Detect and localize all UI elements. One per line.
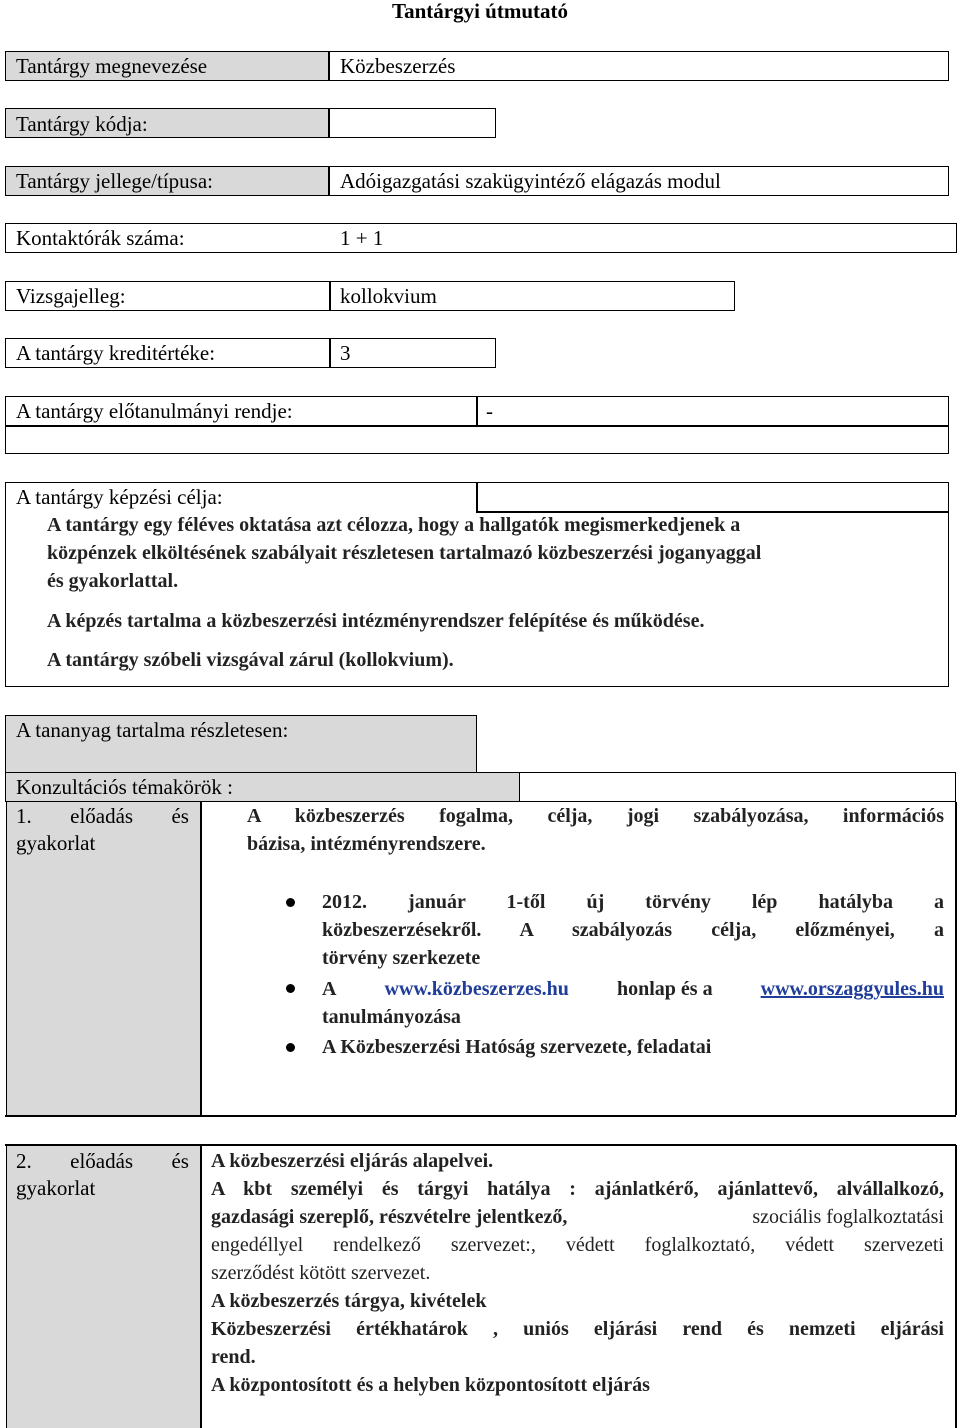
lecture-2-line-5: szerződést kötött szervezet. <box>211 1262 431 1284</box>
lecture-1-title-line-1: A közbeszerzés fogalma, célja, jogi szabályozása, információs <box>247 805 944 827</box>
lecture-1-and: és <box>171 804 189 828</box>
lecture-2-number: 2. <box>16 1149 32 1173</box>
credit-divider <box>329 338 331 368</box>
lecture-2-line-3 <box>211 1203 944 1231</box>
subject-code-label: Tantárgy kódja: <box>16 112 148 136</box>
kozbeszerzes-link[interactable]: www.közbeszerzes.hu <box>384 978 569 1000</box>
goal-exam: A tantárgy szóbeli vizsgával zárul (kollokvium). <box>47 649 454 671</box>
lecture-1-title <box>247 802 944 858</box>
exam-type-value: kollokvium <box>340 284 437 308</box>
lecture-2-line-6: A közbeszerzés tárgya, kivételek <box>211 1290 487 1312</box>
exam-type-label: Vizsgajelleg: <box>16 284 126 308</box>
prerequisite-value: - <box>486 399 493 423</box>
topics-header-empty-cell <box>519 772 956 802</box>
lecture-2-line-2: A kbt személyi és tárgyi hatálya : ajánlatkérő, ajánlattevő, alvállalkozó, <box>211 1178 944 1200</box>
syllabus-label: A tananyag tartalma részletesen: <box>16 718 289 742</box>
orszaggyules-link[interactable]: www.orszaggyules.hu <box>760 978 944 1000</box>
lecture-2-divider <box>200 1145 202 1428</box>
lecture-2-word: előadás <box>70 1149 134 1173</box>
goal-line-3: és gyakorlattal. <box>47 570 179 592</box>
lecture-2-label-line-1 <box>16 1147 189 1175</box>
lecture-1-label-line-2: gyakorlat <box>16 831 96 855</box>
goal-line-1: A tantárgy egy féléves oktatása azt célozza, hogy a hallgatók megismerkedjenek a <box>47 514 741 536</box>
lecture-2-line-3-normal: szociális foglalkoztatási <box>752 1206 944 1228</box>
document-title: Tantárgyi útmutató <box>392 0 568 23</box>
lecture-2-line-8: rend. <box>211 1346 256 1368</box>
prerequisite-label: A tantárgy előtanulmányi rendje: <box>16 399 293 423</box>
lecture-2-content <box>211 1147 944 1399</box>
lecture-1-number: 1. <box>16 804 32 828</box>
lecture-1-label-line-1 <box>16 802 189 830</box>
subject-name-label: Tantárgy megnevezése <box>16 54 208 78</box>
lecture-1-word: előadás <box>70 804 134 828</box>
credit-label: A tantárgy kreditértéke: <box>16 341 216 365</box>
lecture-2-line-9: A központosított és a helyben központosított eljárás <box>211 1374 650 1396</box>
subject-type-label: Tantárgy jellege/típusa: <box>16 169 213 193</box>
lecture-2-line-7: Közbeszerzési értékhatárok , uniós eljárási rend és nemzeti eljárási <box>211 1318 944 1340</box>
lecture-2-label-line-2: gyakorlat <box>16 1176 96 1200</box>
topics-label: Konzultációs témakörök : <box>16 775 233 799</box>
bullet-2-text-a: A <box>322 978 337 1000</box>
bullet-2-line-2: tanulmányozása <box>322 1006 461 1028</box>
goal-paragraph <box>47 511 922 595</box>
lecture-2-right-border <box>955 1145 957 1428</box>
contact-hours-label: Kontaktórák száma: <box>16 226 185 250</box>
lecture-1-bullet-1 <box>322 888 944 972</box>
credit-value: 3 <box>340 341 351 365</box>
lecture-1-bullet-3: A Közbeszerzési Hatóság szervezete, feladatai <box>322 1036 712 1058</box>
goal-line-2: közpénzek elköltésének szabályait részletesen tartalmazó közbeszerzési joganyaggal <box>47 542 762 564</box>
subject-code-value-cell <box>329 108 496 138</box>
lecture-2-and: és <box>171 1149 189 1173</box>
bullet-1-line-2: közbeszerzésekről. A szabályozás célja, előzményei, a <box>322 919 944 941</box>
bullet-dot-2 <box>286 984 295 993</box>
lecture-2-top-border <box>5 1144 956 1146</box>
contact-hours-value: 1 + 1 <box>340 226 384 250</box>
subject-name-value: Közbeszerzés <box>340 54 456 78</box>
goal-divider <box>476 482 478 512</box>
lecture-1-title-line-2: bázisa, intézményrendszere. <box>247 833 486 855</box>
lecture-1-right-border <box>955 802 957 1115</box>
goal-content: A képzés tartalma a közbeszerzési intézményrendszer felépítése és működése. <box>47 610 705 632</box>
bullet-2-text-b: honlap és a <box>616 978 713 1000</box>
lecture-1-divider <box>200 802 202 1115</box>
goal-label: A tantárgy képzési célja: <box>16 485 223 509</box>
exam-type-divider <box>329 281 331 311</box>
bullet-dot-1 <box>286 898 295 907</box>
bullet-2-line-1 <box>322 975 944 1003</box>
lecture-2-line-1: A közbeszerzési eljárás alapelvei. <box>211 1150 494 1172</box>
lecture-1-bottom-border <box>5 1115 956 1117</box>
bullet-dot-3 <box>286 1043 295 1052</box>
bullet-1-line-1: 2012. január 1-től új törvény lép hatályba a <box>322 891 944 913</box>
subject-type-value: Adóigazgatási szakügyintéző elágazás modul <box>340 169 721 193</box>
lecture-2-line-4: engedéllyel rendelkező szervezet:, védett foglalkoztató, védett szervezeti <box>211 1234 944 1256</box>
prerequisite-divider <box>476 396 478 426</box>
lecture-2-line-3-bold: gazdasági szereplő, részvételre jelentkező, <box>211 1206 568 1228</box>
bullet-1-line-3: törvény szerkezete <box>322 947 481 969</box>
lecture-1-bullet-2 <box>322 975 944 1031</box>
